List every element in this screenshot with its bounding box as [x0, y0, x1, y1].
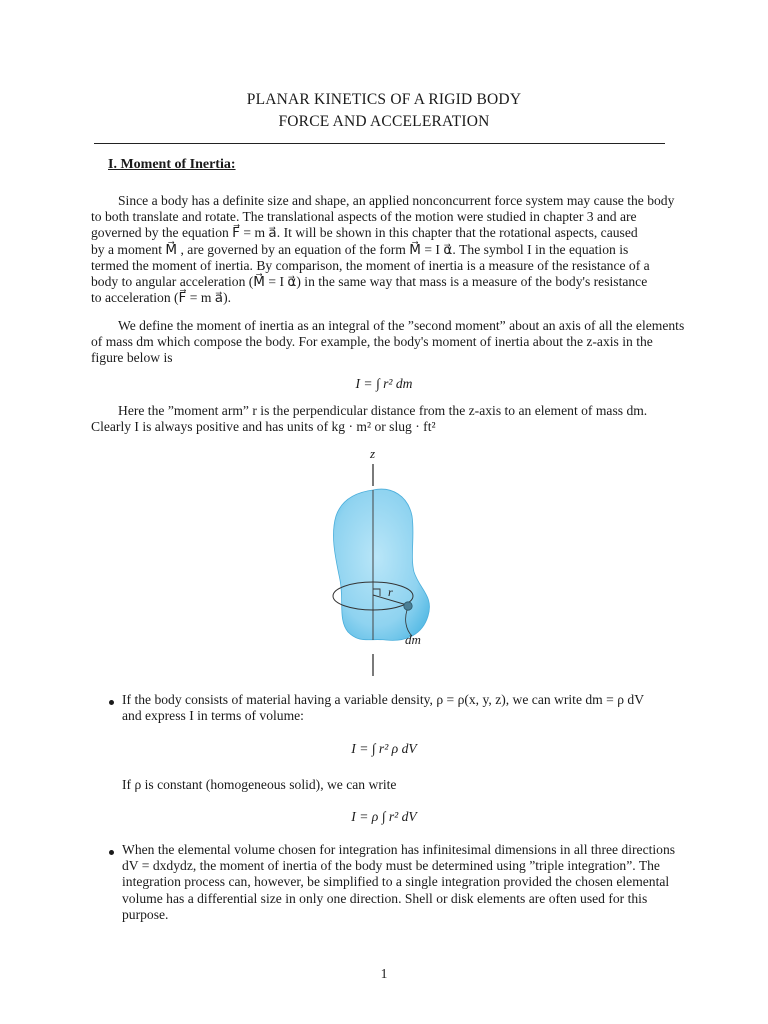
- text-line: and express I in terms of volume:: [122, 708, 304, 724]
- text-line: integration process can, however, be simplified to a single integration provided the chosen elemental: [122, 874, 670, 890]
- homogeneous-note: If ρ is constant (homogeneous solid), we can write: [122, 777, 397, 792]
- equation-homogeneous: I = ρ ∫ r² dV: [351, 809, 417, 824]
- text-line: body to angular acceleration (M⃗ = I α⃗) in the same way that mass is a measure of the body's resistance: [91, 274, 648, 290]
- z-axis-label: z: [370, 446, 376, 461]
- text-line: We define the moment of inertia as an integral of the ”second moment” about an axis of all the elements: [118, 318, 685, 333]
- text-line: of mass dm which compose the body. For example, the body's moment of inertia about the z-axis in the: [91, 334, 653, 350]
- text-line: Since a body has a definite size and shape, an applied nonconcurrent force system may cause the body: [118, 193, 675, 208]
- text-line: purpose.: [122, 906, 169, 922]
- text-line: termed the moment of inertia. By comparison, the moment of inertia is a measure of the resistance of a: [91, 257, 650, 273]
- bullet-variable-density: [122, 692, 670, 724]
- section-heading: I. Moment of Inertia:: [108, 157, 236, 172]
- text-line: Here the ”moment arm” r is the perpendicular distance from the z-axis to an element of mass dm.: [118, 403, 648, 418]
- radius-label: r: [388, 585, 393, 599]
- text-line: figure below is: [91, 350, 173, 366]
- mass-element: [404, 602, 412, 610]
- title-rule: [94, 143, 665, 144]
- title-line-2: FORCE AND ACCELERATION: [278, 113, 490, 130]
- text-line: When the elemental volume chosen for integration has infinitesimal dimensions in all three directions: [122, 842, 676, 857]
- equation-moment-of-inertia: I = ∫ r² dm: [355, 376, 413, 391]
- text-line: to both translate and rotate. The translational aspects of the motion were studied in chapter 3 and are: [91, 209, 637, 225]
- text-line: to acceleration (F⃗ = m a⃗).: [91, 290, 232, 306]
- text-line: governed by the equation F⃗ = m a⃗. It will be shown in this chapter that the rotational aspects, caused: [91, 225, 638, 241]
- text-line: If the body consists of material having a variable density, ρ = ρ(x, y, z), we can write dm = ρ dV: [122, 692, 645, 707]
- rigid-body-figure: [300, 444, 460, 680]
- equation-volume-integral: I = ∫ r² ρ dV: [351, 741, 417, 756]
- paragraph-intro: [91, 193, 675, 306]
- rigid-body-shape: [333, 489, 429, 640]
- title-line-1: PLANAR KINETICS OF A RIGID BODY: [246, 91, 522, 108]
- text-line: dV = dxdydz, the moment of inertia of the body must be determined using ”triple integration”. The: [122, 858, 660, 874]
- bullet-marker: [109, 700, 114, 705]
- bullet-elemental-volume: [122, 842, 676, 923]
- paragraph-moment-arm: [91, 403, 669, 435]
- mass-label: dm: [405, 632, 421, 647]
- page-number: 1: [380, 966, 388, 981]
- text-line: Clearly I is always positive and has units of kg · m² or slug · ft²: [91, 419, 436, 435]
- text-line: volume has a differential size in only one direction. Shell or disk elements are often used for this: [122, 890, 648, 906]
- paragraph-definition: [91, 318, 685, 367]
- bullet-marker: [109, 850, 114, 855]
- text-line: by a moment M⃗ , are governed by an equation of the form M⃗ = I α⃗. The symbol I in the equation is: [91, 241, 629, 257]
